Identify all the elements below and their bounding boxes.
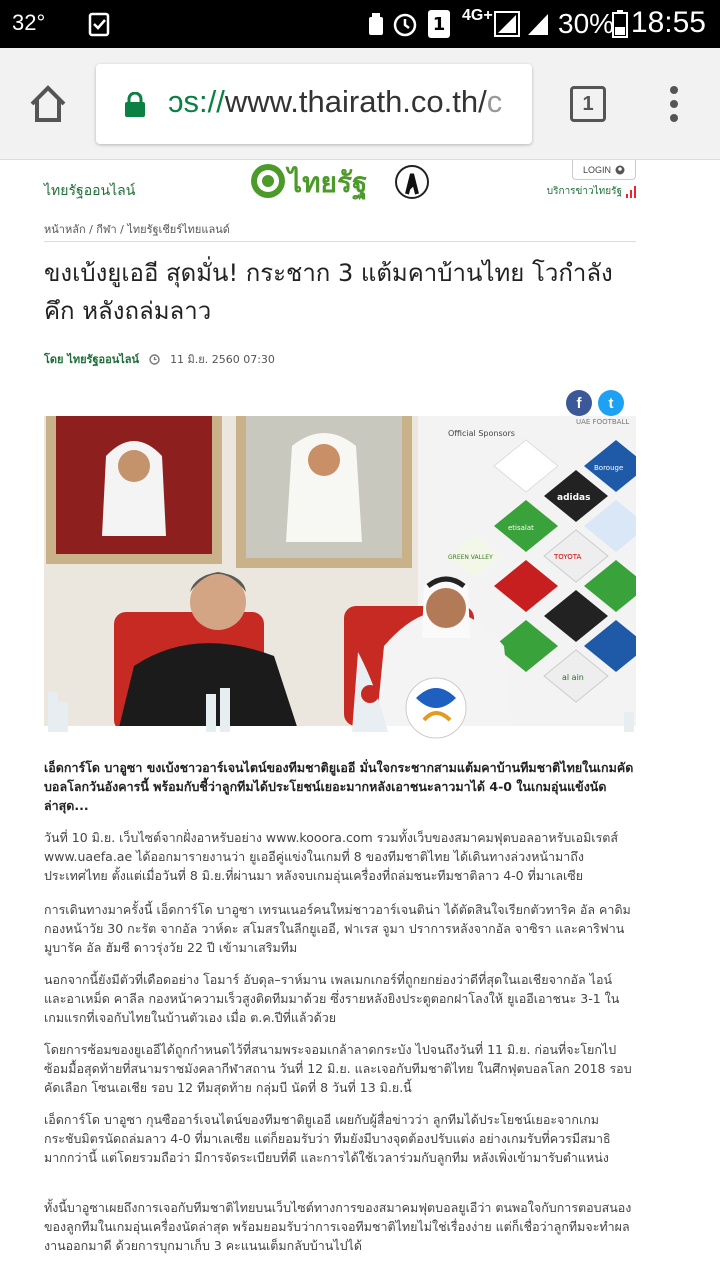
- svg-text:UAE FOOTBALL: UAE FOOTBALL: [576, 418, 630, 426]
- tab-switcher-button[interactable]: 1: [570, 86, 606, 122]
- signal-icon-2: [526, 10, 550, 38]
- browser-toolbar: [0, 48, 720, 160]
- home-icon: [26, 82, 70, 126]
- clock-icon: [149, 354, 160, 365]
- lock-icon: [124, 92, 146, 118]
- logo-text: ไทยรัฐ: [288, 166, 368, 199]
- services-label: บริการข่าวไทยรัฐ: [546, 186, 622, 197]
- author-link[interactable]: โดย ไทยรัฐออนไลน์: [44, 353, 140, 366]
- notification-count-icon: 1: [428, 10, 450, 38]
- url-text: ɔs://www.thairath.co.th/c: [168, 84, 503, 119]
- login-label: LOGIN: [582, 164, 611, 175]
- article-paragraph: ทั้งนี้บาอูซาเผยถึงการเจอกับทีมชาติไทยบนเว็บไซต์ทางการของสมาคมฟุตบอลยูเอีว่า ตนพอใจกับการตอบสนองของลูกทีมในเกมอุ่นเครื่องนัดล่าสุด พร้อมยอมรับว่าการเจอทีมชาติไทยไม่ใช่เรื่องง่าย แต่ก็เชื่อว่าลูกทีมจะทำผลงานออกมาดี ด้วยการบุกมาเก็บ 3 คะแนนเต็มกลับบ้านไปได้: [44, 1200, 632, 1253]
- divider: [44, 241, 636, 242]
- alarm-icon: [392, 10, 418, 38]
- temperature: 32°: [12, 10, 46, 35]
- breadcrumb[interactable]: หน้าหลัก / กีฬา / ไทยรัฐเชียร์ไทยแลนด์: [44, 223, 230, 236]
- share-buttons: [566, 390, 624, 416]
- publish-date: 11 มิ.ย. 2560 07:30: [170, 353, 275, 366]
- svg-text:al ain: al ain: [562, 673, 584, 682]
- article-paragraph: วันที่ 10 มิ.ย. เว็บไซต์จากฝั่งอาหรับอย่าง www.kooora.com รวมทั้งเว็บของสมาคมฟุตบอลอาหรับเอมิเรตส์ www.uaefa.ae ได้ออกมารายงานว่า ยูเออีคู่แข่งในเกมที่ 8 ของทีมชาติไทย ได้เดินทางล่วงหน้ามาถึงประเทศไทย ตั้งแต่เมื่อวันที่ 8 มิ.ย.ที่ผ่านมา หลังจบเกมอุ่นเครื่องที่ถล่มชนะทีมชาติลาว 4-0 ที่มาเลเซีย: [44, 830, 619, 883]
- svg-text:GREEN VALLEY: GREEN VALLEY: [448, 554, 493, 561]
- recycle-bin-icon: [366, 10, 386, 38]
- article-paragraph: การเดินทางมาครั้งนี้ เอ็ดการ์โด บาอูซา เทรนเนอร์คนใหม่ชาวอาร์เจนติน่า ได้ตัดสินใจเรียกตัวทาริค อัล คาดิม กองหน้าวัย 30 กะรัต จากอัล วาห์ดะ สโมสรในลีกยูเออี, ฟาเรส จูมา ปราการหลังจากอัล จาซิรา และคาริฟาน มูบารัค อัล ฮัมซี ดาวรุ่งวัย 22 ปี เข้ามาเสริมทีม: [44, 902, 631, 955]
- article-photo: [44, 416, 636, 748]
- signal-icon: [494, 10, 520, 38]
- login-button[interactable]: [572, 160, 636, 180]
- overflow-menu-button[interactable]: [664, 86, 684, 126]
- article-paragraph: โดยการซ้อมของยูเออีได้ถูกกำหนดไว้ที่สนามพระจอมเกล้าลาดกระบัง ไปจนถึงวันที่ 11 มิ.ย. ก่อนที่จะโยกไปซ้อมมื้อสุดท้ายที่สนามราชมังคลากีฬาสถาน วันที่ 12 มิ.ย. และเจอกับทีมชาติไทย ในศึกฟุตบอลโลก 2018 รอบคัดเลือก โซนเอเชีย รอบ 12 ทีมสุดท้าย กลุ่มบี นัดที่ 8 วันที่ 13 มิ.ย.นี้: [44, 1042, 632, 1095]
- byline: [44, 350, 275, 368]
- clipboard-check-icon: [88, 10, 110, 38]
- site-header: [44, 160, 636, 216]
- photo-caption: เอ็ดการ์โด บาอูซา ขงเบ้งชาวอาร์เจนไตน์ของทีมชาติยูเออี มั่นใจกระชากสามแต้มคาบ้านทีมชาติไทยในเกมคัดบอลโลกวันอังคารนี้ พร้อมกับชี้ว่าลูกทีมได้ประโยชน์เยอะมากหลังเอาชนะลาวมาได้ 4-0 ในเกมอุ่นแข้งนัดล่าสุด...: [44, 760, 634, 813]
- battery-percent: 30%: [558, 8, 615, 39]
- article-paragraph: นอกจากนี้ยังมีตัวที่เดือดอย่าง โอมาร์ อับดุล–ราห์มาน เพลเมกเกอร์ที่ถูกยกย่องว่าดีที่สุดในเอเชียจากอัล ไอน์ และอาเหม็ด คาลีล กองหน้าความเร็วสูงติดทีมมาด้วย ซึ่งรายหลังยิงประตูตอกฝาโลงให้ ยูเออีเอาชนะ 3-1 ในเกมแรกที่เจอกับไทยในบ้านตัวเอง เมื่อ ต.ค.ปีที่แล้วด้วย: [44, 972, 620, 1025]
- battery-icon: [612, 10, 628, 38]
- status-bar: [0, 0, 720, 48]
- services-link[interactable]: [547, 184, 636, 199]
- svg-text:Official Sponsors: Official Sponsors: [448, 429, 515, 438]
- user-icon: [615, 165, 625, 175]
- home-button[interactable]: [26, 82, 70, 126]
- site-name-link[interactable]: ไทยรัฐออนไลน์: [44, 183, 136, 199]
- facebook-share-button[interactable]: f: [566, 390, 592, 416]
- network-type: 4G+: [462, 7, 493, 24]
- address-bar[interactable]: [96, 64, 532, 144]
- svg-text:etisalat: etisalat: [508, 524, 534, 532]
- svg-text:TOYOTA: TOYOTA: [554, 553, 582, 561]
- thairath-logo[interactable]: [250, 160, 432, 202]
- twitter-share-button[interactable]: t: [598, 390, 624, 416]
- clock: 18:55: [630, 6, 706, 39]
- bars-icon: [626, 186, 636, 198]
- svg-text:adidas: adidas: [557, 493, 591, 503]
- svg-text:Borouge: Borouge: [594, 464, 624, 472]
- article-paragraph: เอ็ดการ์โด บาอูซา กุนซืออาร์เจนไตน์ของทีมชาติยูเออี เผยกับผู้สื่อข่าวว่า ลูกทีมได้ประโยชน์เยอะจากเกมกระชับมิตรนัดถล่มลาว 4-0 ที่มาเลเซีย แต่ก็ยอมรับว่า ทีมยังมีบางจุดต้องปรับแต่ง อย่างเกมรับที่ควรมีสมาธิมากกว่านี้ แต่โดยรวมถือว่า มีการจัดระเบียบที่ดี และการได้ใช้เวลาร่วมกับลูกทีม หลังเพิ่งเข้ามารับตำแหน่ง: [44, 1112, 611, 1165]
- article-headline: ขงเบ้งยูเออี สุดมั่น! กระชาก 3 แต้มคาบ้านไทย โวกำลังคึก หลังถล่มลาว: [44, 259, 613, 325]
